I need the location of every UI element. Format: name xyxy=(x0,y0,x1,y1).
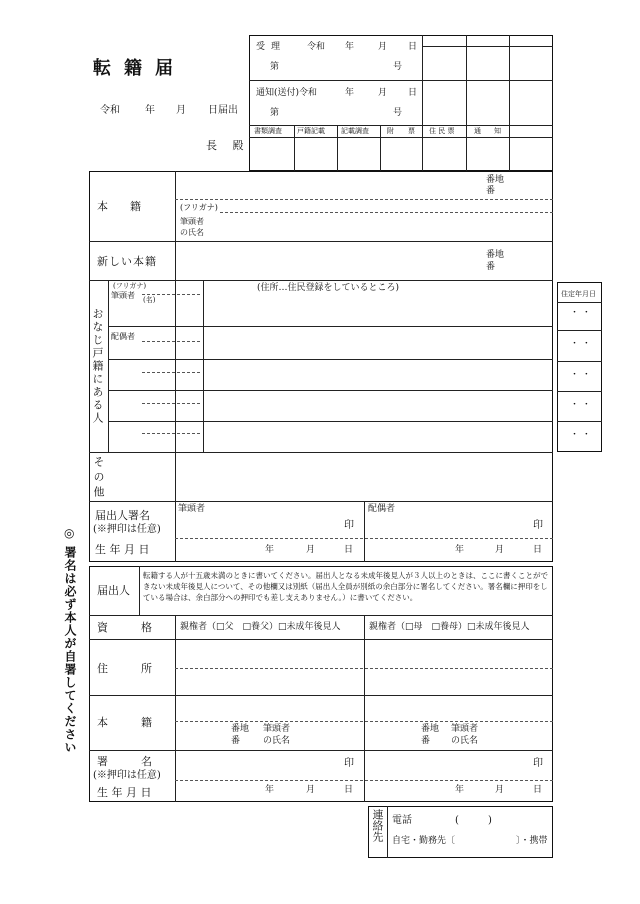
qualification-options-left[interactable]: 親権者（□父 □養父）□未成年後見人 xyxy=(180,622,341,632)
main-form-table xyxy=(89,171,553,562)
contact-mobile: 〕・携帯 xyxy=(516,836,548,846)
side-note: 署名は必ず本人が自署してください xyxy=(63,546,77,754)
honseki-label: 本 籍 xyxy=(97,200,141,213)
spouse-label: 配偶者 xyxy=(111,332,135,341)
guardian-honseki-label: 本 籍 xyxy=(97,716,152,729)
addressee: 長 殿 xyxy=(206,139,250,152)
seal-mark: 印 xyxy=(344,758,354,769)
bullet-mark: ◎ xyxy=(64,526,75,540)
seal-mark: 印 xyxy=(533,758,543,769)
sig-hittousha: 筆頭者 xyxy=(178,504,206,514)
new-honseki-label: 新しい本籍 xyxy=(97,255,157,268)
guardian-label: 届出人 xyxy=(97,584,130,597)
qualification-options-right[interactable]: 親権者（□母 □養母）□未成年後見人 xyxy=(369,622,530,632)
form-title: 転籍届 xyxy=(93,58,186,79)
phone-label: 電話 xyxy=(392,815,412,826)
same-family-label: おなじ戸籍にある人 xyxy=(91,308,104,425)
sig-spouse: 配偶者 xyxy=(368,504,396,514)
seal-mark: 印 xyxy=(344,520,354,531)
address-note: (住所…住民登録をしているところ) xyxy=(257,283,400,293)
contact-box xyxy=(368,806,553,858)
qualification-label: 資 格 xyxy=(97,621,152,634)
contact-location: 自宅・勤務先〔 xyxy=(392,836,456,846)
furigana-label: (フリガナ) xyxy=(180,203,218,212)
other-label: その他 xyxy=(92,456,105,501)
address-label: 住 所 xyxy=(97,662,152,675)
guardian-note: 転籍する人が十五歳未満のときに書いてください。届出人となる未成年後見人が３人以上のときは、ここに書くことができない未成年後見人について、その他欄又は別紙（届出人全員が別紙の余白部分に署名してください。署名欄に押印をしている場合は、余白部分への押印でも差し支えありません。）に書いてください。 xyxy=(143,571,548,602)
seal-mark: 印 xyxy=(533,520,543,531)
contact-label: 連絡先 xyxy=(371,809,384,842)
